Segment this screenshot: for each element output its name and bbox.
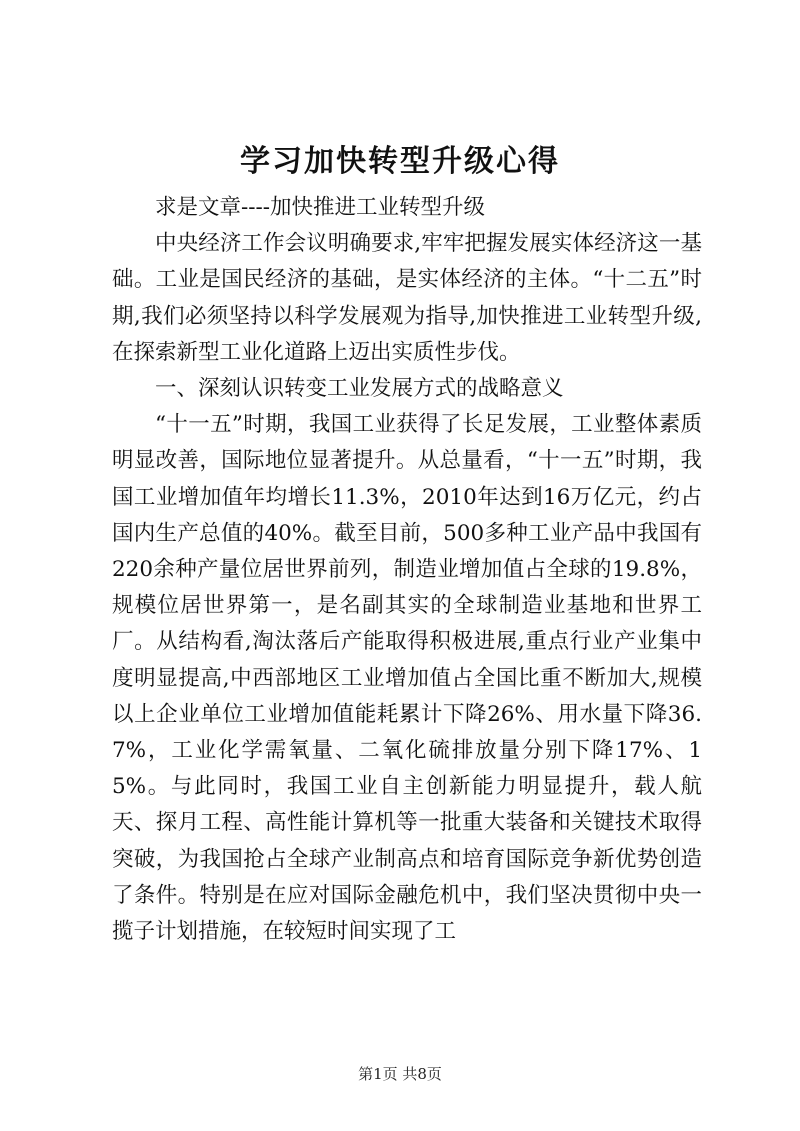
paragraph-subtitle: 求是文章----加快推进工业转型升级 [155,195,486,220]
page-footer: 第1页 共8页 [358,1065,442,1083]
document-title: 学习加快转型升级心得 [240,144,560,179]
section-heading: 一、深刻认识转变工业发展方式的战略意义 [155,376,564,402]
document-body [112,190,702,950]
paragraph-body: “十一五”时期，我国工业获得了长足发展，工业整体素质明显改善，国际地位显著提升。从总量看，“十一五”时期，我国工业增加值年均增长11.3%，2010年达到16万亿元，约占国内生产总值的40%。截至目前，500多种工业产品中我国有220余种产量位居世界前列，制造业增加值占全球的19.8%，规模位居世界第一，是名副其实的全球制造业基地和世界工厂。从结构看,淘汰落后产能取得积极进展,重点行业产业集中度明显提高,中西部地区工业增加值占全国比重不断加大,规模以上企业单位工业增加值能耗累计下降26%、用水量下降36.7%，工业化学需氧量、二氧化硫排放量分别下降17%、15%。与此同时，我国工业自主创新能力明显提升，载人航天、探月工程、高性能计算机等一批重大装备和关键技术取得突破，为我国抢占全球产业制高点和培育国际竞争新优势创造了条件。特别是在应对国际金融危机中，我们坚决贯彻中央一揽子计划措施，在较短时间实现了工 [112,412,702,945]
paragraph-intro: 中央经济工作会议明确要求,牢牢把握发展实体经济这一基础。工业是国民经济的基础，是实体经济的主体。“十二五”时期,我们必须坚持以科学发展观为指导,加快推进工业转型升级,在探索新型工业化道路上迈出实质性步伐。 [112,231,702,365]
